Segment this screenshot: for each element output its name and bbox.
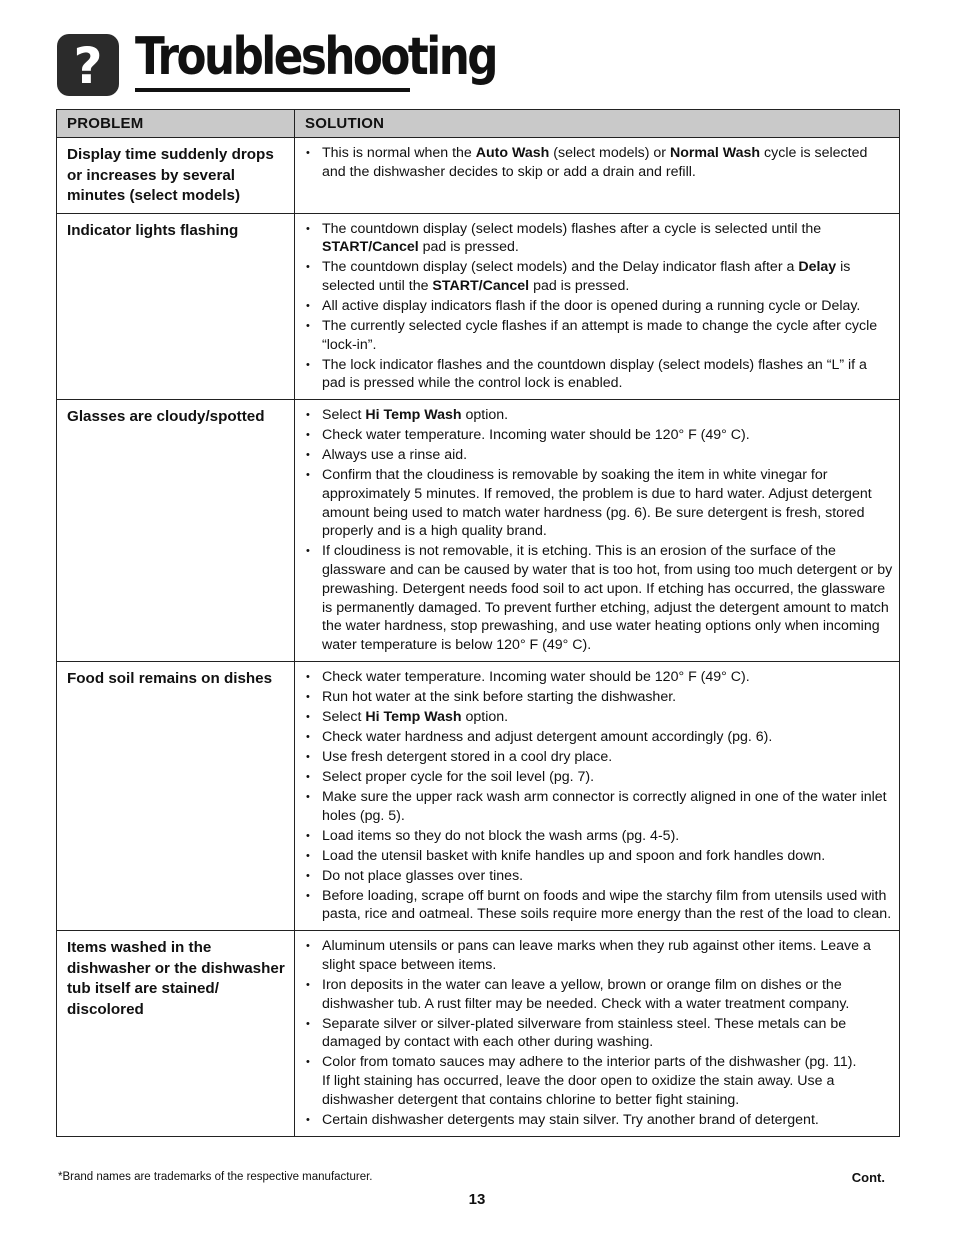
solution-text: If cloudiness is not removable, it is etching. This is an erosion of the surface of the glassware and can be caused by water that is too hot, from using too much detergent or by prewashing. Detergent needs food soil to act upon. If etching has occurred, the glassware is permanently damaged. To prevent further etching, adjust the detergent amount to match the water hardness, stop prewashing, and use water heating options only when incoming water temperature is below 120° F (49° C). bbox=[322, 543, 893, 653]
solution-list bbox=[305, 220, 893, 394]
solution-text: Separate silver or silver-plated silverware from stainless steel. These metals can be damaged by contact with each other during washing. bbox=[322, 1015, 847, 1051]
solution-text: Select bbox=[322, 708, 366, 725]
problem-cell: Glasses are cloudy/spotted bbox=[57, 400, 295, 662]
solution-item bbox=[305, 827, 893, 846]
solution-cell bbox=[295, 138, 900, 214]
solution-text: All active display indicators flash if the door is opened during a running cycle or Delay. bbox=[322, 297, 861, 314]
problem-cell: Items washed in the dishwasher or the dishwasher tub itself are stained/ discolored bbox=[57, 931, 295, 1137]
solution-list bbox=[305, 668, 893, 924]
solution-text: Check water hardness and adjust detergent amount accordingly (pg. 6). bbox=[322, 728, 773, 745]
solution-list bbox=[305, 937, 893, 1129]
solution-text: Run hot water at the sink before starting the dishwasher. bbox=[322, 688, 677, 705]
solution-item bbox=[305, 258, 893, 295]
solution-item bbox=[305, 768, 893, 787]
page-number: 13 bbox=[468, 1191, 486, 1208]
solution-item bbox=[305, 708, 893, 727]
solution-text: Before loading, scrape off burnt on foods and wipe the starchy film from utensils used with pasta, rice and oatmeal. These soils require more energy than the rest of the load to clean. bbox=[322, 887, 892, 923]
solution-item bbox=[305, 688, 893, 707]
page-title: Troubleshooting bbox=[135, 27, 497, 87]
table-row bbox=[57, 661, 900, 930]
table-row bbox=[57, 400, 900, 662]
solution-text: The countdown display (select models) and the Delay indicator flash after a bbox=[322, 259, 799, 276]
solution-item bbox=[305, 466, 893, 541]
solution-item bbox=[305, 144, 893, 181]
solution-item bbox=[305, 426, 893, 445]
solution-text: (select models) or bbox=[549, 145, 670, 161]
table-body bbox=[57, 138, 900, 1137]
solution-item bbox=[305, 297, 893, 316]
solution-item bbox=[305, 356, 893, 393]
table-row bbox=[57, 931, 900, 1137]
solution-item bbox=[305, 668, 893, 687]
solution-item bbox=[305, 867, 893, 886]
solution-list bbox=[305, 144, 893, 181]
problem-cell: Display time suddenly drops or increases by several minutes (select models) bbox=[57, 138, 295, 214]
table-row bbox=[57, 138, 900, 214]
question-mark-glyph: ? bbox=[73, 37, 103, 95]
solution-bold-text: Auto Wash bbox=[475, 145, 550, 161]
solution-text: Check water temperature. Incoming water should be 120° F (49° C). bbox=[322, 668, 750, 685]
solution-text: Iron deposits in the water can leave a yellow, brown or orange film on dishes or the dishwasher tub. A rust filter may be needed. Check with a water treatment company. bbox=[322, 977, 850, 1012]
solution-text: Make sure the upper rack wash arm connector is correctly aligned in one of the water inlet holes (pg. 5). bbox=[322, 788, 887, 824]
solution-item bbox=[305, 847, 893, 866]
solution-cell bbox=[295, 213, 900, 400]
solution-text: This is normal when the bbox=[322, 145, 476, 161]
solution-text: pad is pressed. bbox=[529, 277, 630, 294]
solution-item bbox=[305, 887, 893, 924]
solution-text: Check water temperature. Incoming water should be 120° F (49° C). bbox=[322, 427, 750, 444]
solution-text: pad is pressed. bbox=[418, 239, 519, 256]
trademark-footnote: *Brand names are trademarks of the respective manufacturer. bbox=[58, 1171, 373, 1183]
solution-bold-text: START/Cancel bbox=[432, 277, 530, 294]
solution-cell bbox=[295, 400, 900, 662]
solution-text: Certain dishwasher detergents may stain silver. Try another brand of detergent. bbox=[322, 1111, 819, 1128]
solution-text: option. bbox=[461, 407, 509, 424]
table-row bbox=[57, 213, 900, 400]
solution-text: Select proper cycle for the soil level (pg. 7). bbox=[322, 768, 595, 785]
solution-text: Aluminum utensils or pans can leave marks when they rub against other items. Leave a slight space between items. bbox=[322, 938, 871, 974]
title-underline bbox=[135, 88, 410, 92]
column-header-solution: SOLUTION bbox=[295, 110, 900, 138]
solution-cell bbox=[295, 931, 900, 1137]
solution-text: Use fresh detergent stored in a cool dry place. bbox=[322, 748, 613, 765]
solution-bold-text: START/Cancel bbox=[322, 239, 419, 256]
solution-text: Always use a rinse aid. bbox=[322, 447, 468, 464]
solution-bold-text: Normal Wash bbox=[669, 145, 761, 161]
problem-cell: Food soil remains on dishes bbox=[57, 661, 295, 930]
solution-text: cycle is selected and the dishwasher decides to skip or add a drain and refill. bbox=[322, 145, 868, 180]
solution-item bbox=[305, 937, 893, 974]
solution-text: The countdown display (select models) flashes after a cycle is selected until the bbox=[322, 220, 822, 237]
table-header-row bbox=[57, 110, 900, 138]
solution-list bbox=[305, 406, 893, 654]
solution-text: The currently selected cycle flashes if an attempt is made to change the cycle after cycle “lock-in”. bbox=[322, 317, 878, 353]
troubleshooting-table bbox=[56, 109, 900, 1137]
solution-item bbox=[305, 220, 893, 257]
solution-bold-text: Hi Temp Wash bbox=[365, 708, 462, 725]
solution-bold-text: Delay bbox=[798, 259, 837, 276]
solution-text: option. bbox=[461, 708, 509, 725]
question-mark-icon bbox=[57, 34, 119, 96]
solution-item bbox=[305, 446, 893, 465]
solution-item bbox=[305, 542, 893, 654]
solution-text: Select bbox=[322, 407, 366, 424]
solution-text: The lock indicator flashes and the countdown display (select models) flashes an “L” if a pad is pressed while the control lock is enabled. bbox=[322, 356, 867, 392]
solution-item bbox=[305, 788, 893, 825]
column-header-problem: PROBLEM bbox=[57, 110, 295, 138]
solution-item bbox=[305, 1053, 893, 1109]
solution-item bbox=[305, 748, 893, 767]
solution-item bbox=[305, 728, 893, 747]
solution-item bbox=[305, 1111, 893, 1130]
solution-item bbox=[305, 976, 893, 1013]
solution-text: Color from tomato sauces may adhere to the interior parts of the dishwasher (pg. 11). If light staining has occurred, leave the door open to oxidize the stain away. Use a dishwasher detergent that contains chlorine to better fight staining. bbox=[322, 1054, 857, 1108]
solution-text: Load items so they do not block the wash arms (pg. 4-5). bbox=[322, 827, 680, 844]
solution-item bbox=[305, 406, 893, 425]
solution-bold-text: Hi Temp Wash bbox=[365, 407, 462, 424]
solution-text: Do not place glasses over tines. bbox=[322, 867, 524, 884]
solution-item bbox=[305, 317, 893, 354]
solution-text: is selected until the bbox=[322, 259, 851, 294]
problem-cell: Indicator lights flashing bbox=[57, 213, 295, 400]
solution-text: Load the utensil basket with knife handles up and spoon and fork handles down. bbox=[322, 847, 826, 864]
solution-cell bbox=[295, 661, 900, 930]
continued-label: Cont. bbox=[851, 1170, 885, 1185]
solution-item bbox=[305, 1015, 893, 1052]
solution-text: Confirm that the cloudiness is removable by soaking the item in white vinegar for approximately 5 minutes. If removed, the problem is due to hard water. Adjust detergent amount being used to match water hardness (pg. 6). Be sure detergent is fresh, stored properly and is a high quality brand. bbox=[322, 467, 872, 540]
